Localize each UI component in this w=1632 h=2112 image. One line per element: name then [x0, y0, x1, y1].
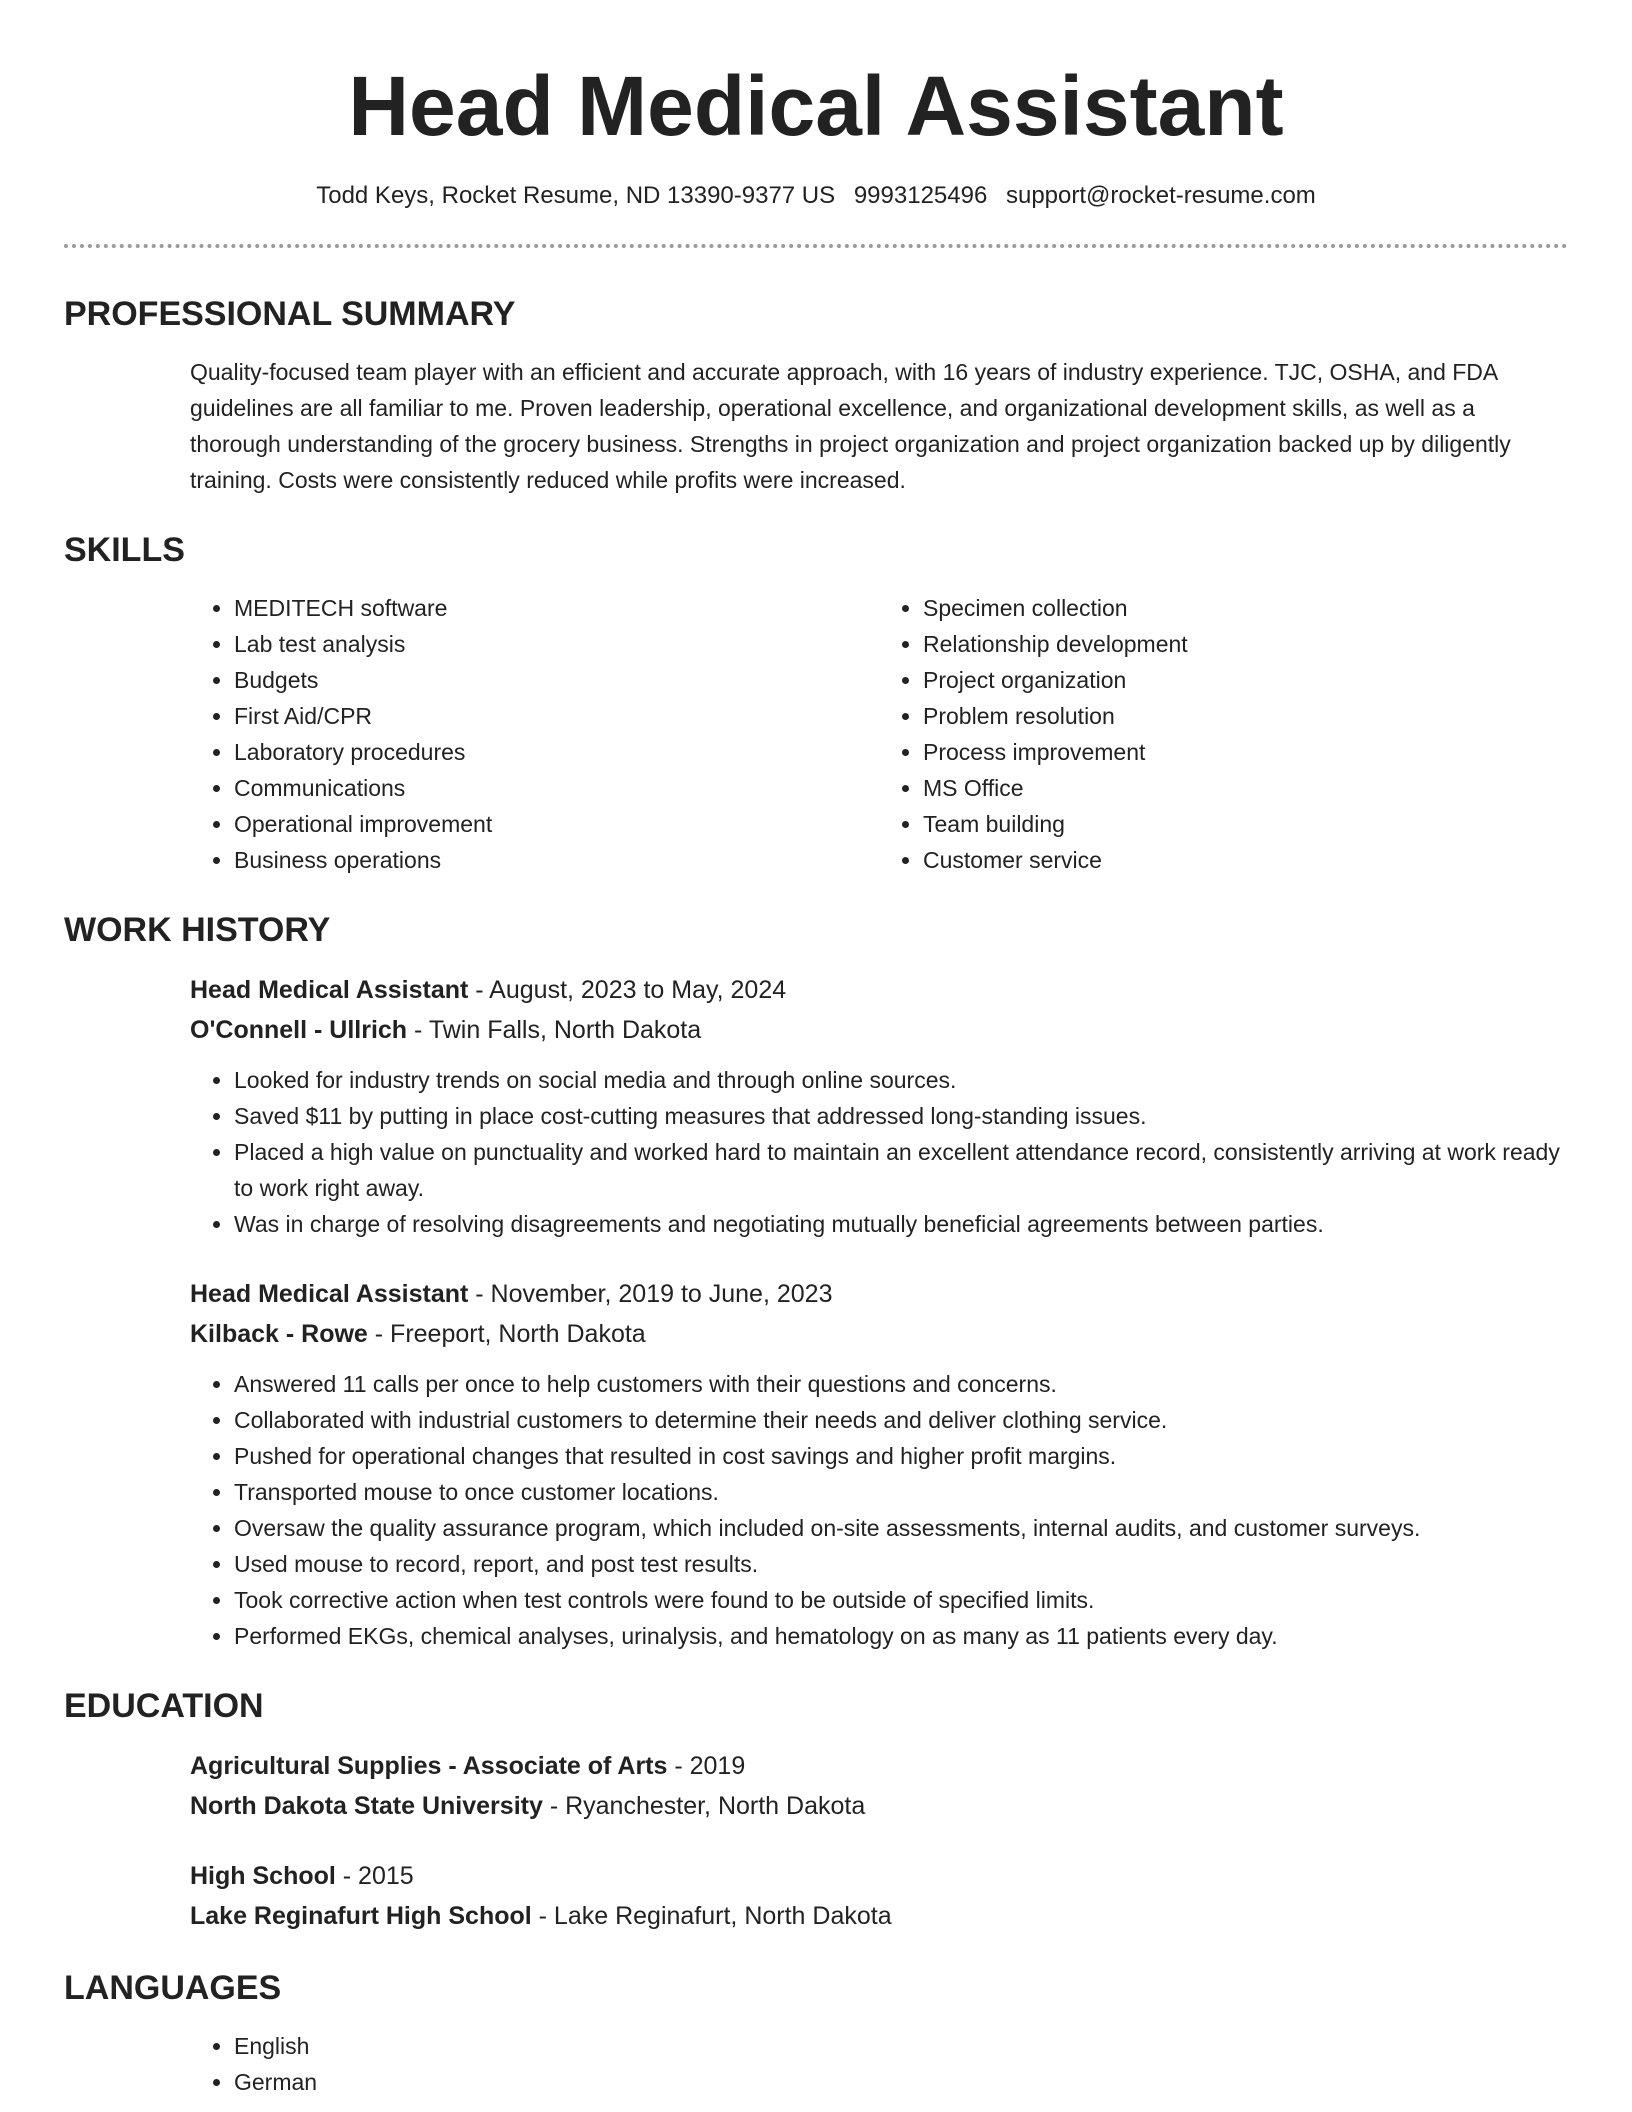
- work-history-section: [64, 910, 1568, 1654]
- skill-item: • Communications: [234, 770, 879, 806]
- job-title-line: [190, 970, 1568, 1010]
- education-school-line: [190, 1786, 1568, 1826]
- resume-page: [64, 0, 1568, 2100]
- job-entry: [190, 1274, 1568, 1654]
- job-bullet: • Looked for industry trends on social media and through online sources.: [234, 1062, 1568, 1098]
- education-school-line: [190, 1896, 1568, 1936]
- job-company: O'Connell - Ullrich: [190, 1016, 408, 1044]
- skills-list-left: [190, 590, 879, 878]
- job-bullet: • Performed EKGs, chemical analyses, urinalysis, and hematology on as many as 11 patients every day.: [234, 1618, 1568, 1654]
- job-dates: - November, 2019 to June, 2023: [468, 1280, 833, 1308]
- skills-heading: SKILLS: [64, 531, 185, 569]
- job-bullet: • Collaborated with industrial customers to determine their needs and deliver clothing service.: [234, 1402, 1568, 1438]
- job-bullet: • Placed a high value on punctuality and worked hard to maintain an excellent attendance record, consistently arriving at work ready to work right away.: [234, 1134, 1568, 1206]
- contact-email: support@rocket-resume.com: [1005, 182, 1316, 209]
- skill-item: • Relationship development: [923, 626, 1568, 662]
- skills-section: [64, 530, 1568, 878]
- education-degree-line: [190, 1856, 1568, 1896]
- contact-address: Todd Keys, Rocket Resume, ND 13390-9377 US: [316, 182, 836, 209]
- skill-item: • Specimen collection: [923, 590, 1568, 626]
- education-degree-line: [190, 1746, 1568, 1786]
- skill-item: • Team building: [923, 806, 1568, 842]
- summary-heading: PROFESSIONAL SUMMARY: [64, 295, 516, 333]
- education-location: - Lake Reginafurt, North Dakota: [531, 1902, 892, 1930]
- skill-item: • Project organization: [923, 662, 1568, 698]
- skill-item: • Lab test analysis: [234, 626, 879, 662]
- summary-section: [64, 294, 1568, 498]
- job-title: Head Medical Assistant: [190, 976, 469, 1004]
- education-location: - Ryanchester, North Dakota: [542, 1792, 866, 1820]
- job-bullets: [190, 1366, 1568, 1654]
- education-degree: Agricultural Supplies - Associate of Arts: [190, 1752, 668, 1780]
- job-location: - Twin Falls, North Dakota: [407, 1016, 702, 1044]
- education-section: [64, 1686, 1568, 1936]
- skill-item: • Process improvement: [923, 734, 1568, 770]
- summary-text: Quality-focused team player with an efficient and accurate approach, with 16 years of industry experience. TJC, OSHA, and FDA guidelines are all familiar to me. Proven leadership, operational excellence, and organizational development skills, as well as a thorough understanding of the grocery business. Strengths in project organization and project organization backed up by diligently training. Costs were consistently reduced while profits were increased.: [190, 359, 1511, 493]
- job-bullets: [190, 1062, 1568, 1242]
- contact-line: [64, 180, 1568, 212]
- skill-item: • Business operations: [234, 842, 879, 878]
- skill-item: • Laboratory procedures: [234, 734, 879, 770]
- job-company-line: [190, 1314, 1568, 1354]
- language-item: • English: [234, 2028, 1568, 2064]
- job-bullet: • Pushed for operational changes that resulted in cost savings and higher profit margins.: [234, 1438, 1568, 1474]
- job-bullet: • Transported mouse to once customer locations.: [234, 1474, 1568, 1510]
- education-degree: High School: [190, 1862, 336, 1890]
- job-entry: [190, 970, 1568, 1242]
- languages-list: [190, 2028, 1568, 2100]
- contact-phone: 9993125496: [853, 182, 988, 209]
- education-heading: EDUCATION: [64, 1687, 264, 1725]
- job-bullet: • Was in charge of resolving disagreements and negotiating mutually beneficial agreements between parties.: [234, 1206, 1568, 1242]
- skill-item: • First Aid/CPR: [234, 698, 879, 734]
- skill-item: • Budgets: [234, 662, 879, 698]
- job-bullet: • Used mouse to record, report, and post test results.: [234, 1546, 1568, 1582]
- job-bullet: • Took corrective action when test controls were found to be outside of specified limits.: [234, 1582, 1568, 1618]
- skill-item: • Customer service: [923, 842, 1568, 878]
- header-divider: [64, 244, 1568, 248]
- skill-item: • MEDITECH software: [234, 590, 879, 626]
- job-location: - Freeport, North Dakota: [367, 1320, 646, 1348]
- languages-heading: LANGUAGES: [64, 1969, 282, 2007]
- job-bullet: • Oversaw the quality assurance program, which included on-site assessments, internal audits, and customer surveys.: [234, 1510, 1568, 1546]
- job-dates: - August, 2023 to May, 2024: [468, 976, 787, 1004]
- languages-section: [64, 1968, 1568, 2100]
- skills-list-right: [879, 590, 1568, 878]
- job-company-line: [190, 1010, 1568, 1050]
- job-company: Kilback - Rowe: [190, 1320, 368, 1348]
- resume-title: Head Medical Assistant: [348, 59, 1284, 153]
- job-title: Head Medical Assistant: [190, 1280, 469, 1308]
- education-school: Lake Reginafurt High School: [190, 1902, 532, 1930]
- education-school: North Dakota State University: [190, 1792, 543, 1820]
- education-year: - 2015: [335, 1862, 414, 1890]
- education-entry: [190, 1856, 1568, 1936]
- job-bullet: • Saved $11 by putting in place cost-cutting measures that addressed long-standing issues.: [234, 1098, 1568, 1134]
- job-bullet: • Answered 11 calls per once to help customers with their questions and concerns.: [234, 1366, 1568, 1402]
- work-history-heading: WORK HISTORY: [64, 911, 331, 949]
- education-entry: [190, 1746, 1568, 1826]
- skill-item: • Operational improvement: [234, 806, 879, 842]
- job-title-line: [190, 1274, 1568, 1314]
- language-item: • German: [234, 2064, 1568, 2100]
- skill-item: • MS Office: [923, 770, 1568, 806]
- education-year: - 2019: [667, 1752, 746, 1780]
- skill-item: • Problem resolution: [923, 698, 1568, 734]
